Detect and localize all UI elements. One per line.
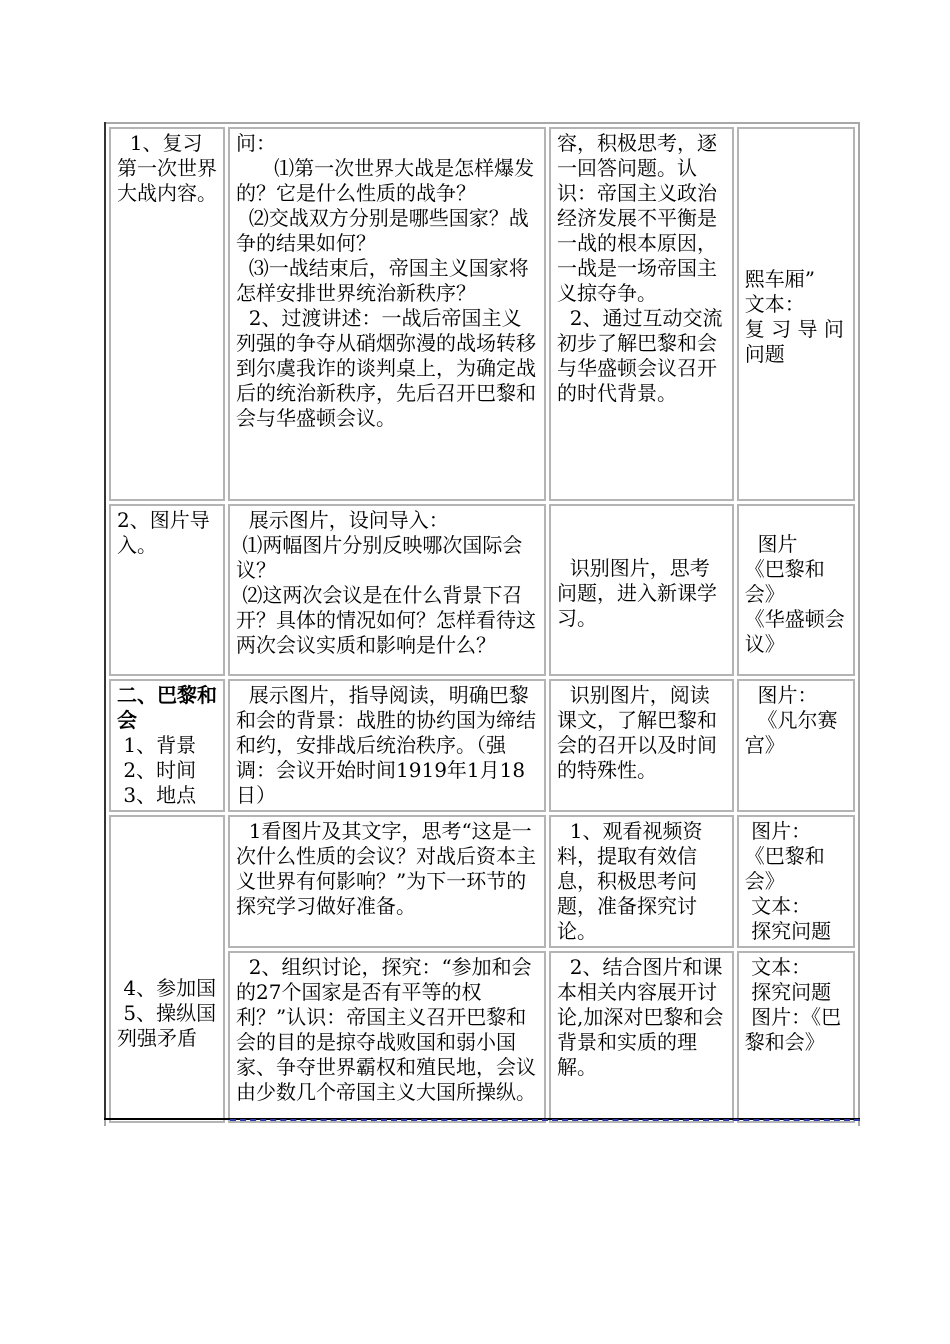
cell-text: 复 习 导 问 — [744, 317, 844, 341]
cell-text: 2、组织讨论，探究：“参加和会的27个国家是否有平等的权利？”认识：帝国主义召开巴黎和会的目的是掠夺战败国和弱小国家、争夺世界霸权和殖民地，会议由少数几个帝国主义大国所操纵。 — [236, 955, 537, 1104]
cell-text: 展示图片，设问导入： — [236, 508, 449, 532]
cell-text: 文本： — [744, 955, 812, 979]
cell-text: 问题 — [744, 342, 785, 366]
cell-text: ⑵这两次会议是在什么背景下召开？具体的情况如何？怎样看待这两次会议实质和影响是什么？ — [236, 583, 537, 657]
cell-text: 识别图片，思考问题，进入新课学习。 — [557, 556, 718, 630]
cell-text: 容，积极思考，逐一回答问题。认识：帝国主义政治经济发展不平衡是一战的根本原因，一战是一场帝国主义掠夺争。 — [557, 131, 718, 305]
cell-teacher-activity — [228, 504, 546, 676]
table-left-border — [104, 122, 106, 1120]
table-row — [109, 504, 855, 676]
lesson-plan-table — [104, 122, 860, 1126]
cell-text: 1看图片及其文字，思考“这是一次什么性质的会议？对战后资本主义世界有何影响？”为下一环节的探究学习做好准备。 — [236, 819, 537, 918]
cell-text: 2、过渡讲述：一战后帝国主义列强的争夺从硝烟弥漫的战场转移到尔虞我诈的谈判桌上，为确定战后的统治新秩序，先后召开巴黎和会与华盛顿会议。 — [236, 306, 537, 430]
cell-media — [737, 504, 855, 676]
cell-text: 2、时间 — [117, 758, 197, 782]
section-heading: 二、巴黎和会 — [117, 683, 217, 732]
cell-text: 《巴黎和会》 — [744, 557, 825, 606]
cell-student-activity — [549, 504, 734, 676]
cell-step — [109, 504, 225, 676]
table-row — [109, 679, 855, 812]
cell-media — [737, 127, 855, 501]
cell-text: 图片： — [744, 683, 818, 707]
table-row — [109, 127, 855, 501]
cell-text: 展示图片，指导阅读，明确巴黎和会的背景：战胜的协约国为缔结和约，安排战后统治秩序。（强调：会议开始时间1919年1月18日） — [236, 683, 537, 807]
cell-text: 问： — [236, 131, 277, 155]
cell-student-activity — [549, 951, 734, 1123]
cell-text: 探究问题 — [744, 919, 832, 943]
cell-teacher-activity — [228, 951, 546, 1123]
cell-step — [109, 127, 225, 501]
cell-text: 文本： — [744, 292, 805, 316]
cell-teacher-activity — [228, 127, 546, 501]
cell-text: 《巴黎和会》 — [744, 844, 825, 893]
cell-text: ⑵交战双方分别是哪些国家？战争的结果如何？ — [236, 206, 529, 255]
cell-text: ⑶一战结束后，帝国主义国家将怎样安排世界统治新秩序？ — [236, 256, 529, 305]
cell-student-activity — [549, 679, 734, 812]
cell-step — [109, 679, 225, 812]
cell-student-activity — [549, 815, 734, 948]
cell-text: 《华盛顿会议》 — [744, 607, 845, 656]
cell-text: 图片： — [744, 819, 812, 843]
cell-text: 1、背景 — [117, 733, 197, 757]
cell-media — [737, 815, 855, 948]
cell-student-activity — [549, 127, 734, 501]
cell-text: 2、通过互动交流初步了解巴黎和会与华盛顿会议召开的时代背景。 — [557, 306, 723, 405]
cell-step — [109, 815, 225, 1123]
cell-text: 文本： — [744, 894, 812, 918]
cell-text: 1、观看视频资料，提取有效信息，积极思考问题，准备探究讨论。 — [557, 819, 703, 943]
cell-text: 熙车厢” — [744, 267, 816, 291]
cell-text: 图片 — [744, 532, 798, 556]
cell-teacher-activity — [228, 679, 546, 812]
cell-text: 2、结合图片和课本相关内容展开讨论,加深对巴黎和会背景和实质的理解。 — [557, 955, 724, 1079]
cell-text: 3、地点 — [117, 783, 197, 807]
section-break-dashed-line — [230, 1119, 860, 1121]
cell-text: 图片：《巴黎和会》 — [744, 1005, 842, 1054]
cell-text: 识别图片，阅读课文，了解巴黎和会的召开以及时间的特殊性。 — [557, 683, 718, 782]
cell-text: 2、图片导入。 — [117, 508, 210, 557]
cell-teacher-activity — [228, 815, 546, 948]
cell-text: 《凡尔赛宫》 — [744, 708, 838, 757]
cell-text: ⑴第一次世界大战是怎样爆发的？它是什么性质的战争？ — [236, 156, 535, 205]
cell-text: 探究问题 — [744, 980, 832, 1004]
cell-text: 5、操纵国列强矛盾 — [117, 1000, 217, 1050]
cell-text: 1、复习第一次世界大战内容。 — [117, 131, 217, 205]
cell-text: 4、参加国 — [117, 975, 217, 1000]
table-row — [109, 815, 855, 948]
cell-media — [737, 951, 855, 1123]
cell-media — [737, 679, 855, 812]
cell-text: ⑴两幅图片分别反映哪次国际会议？ — [236, 533, 523, 582]
